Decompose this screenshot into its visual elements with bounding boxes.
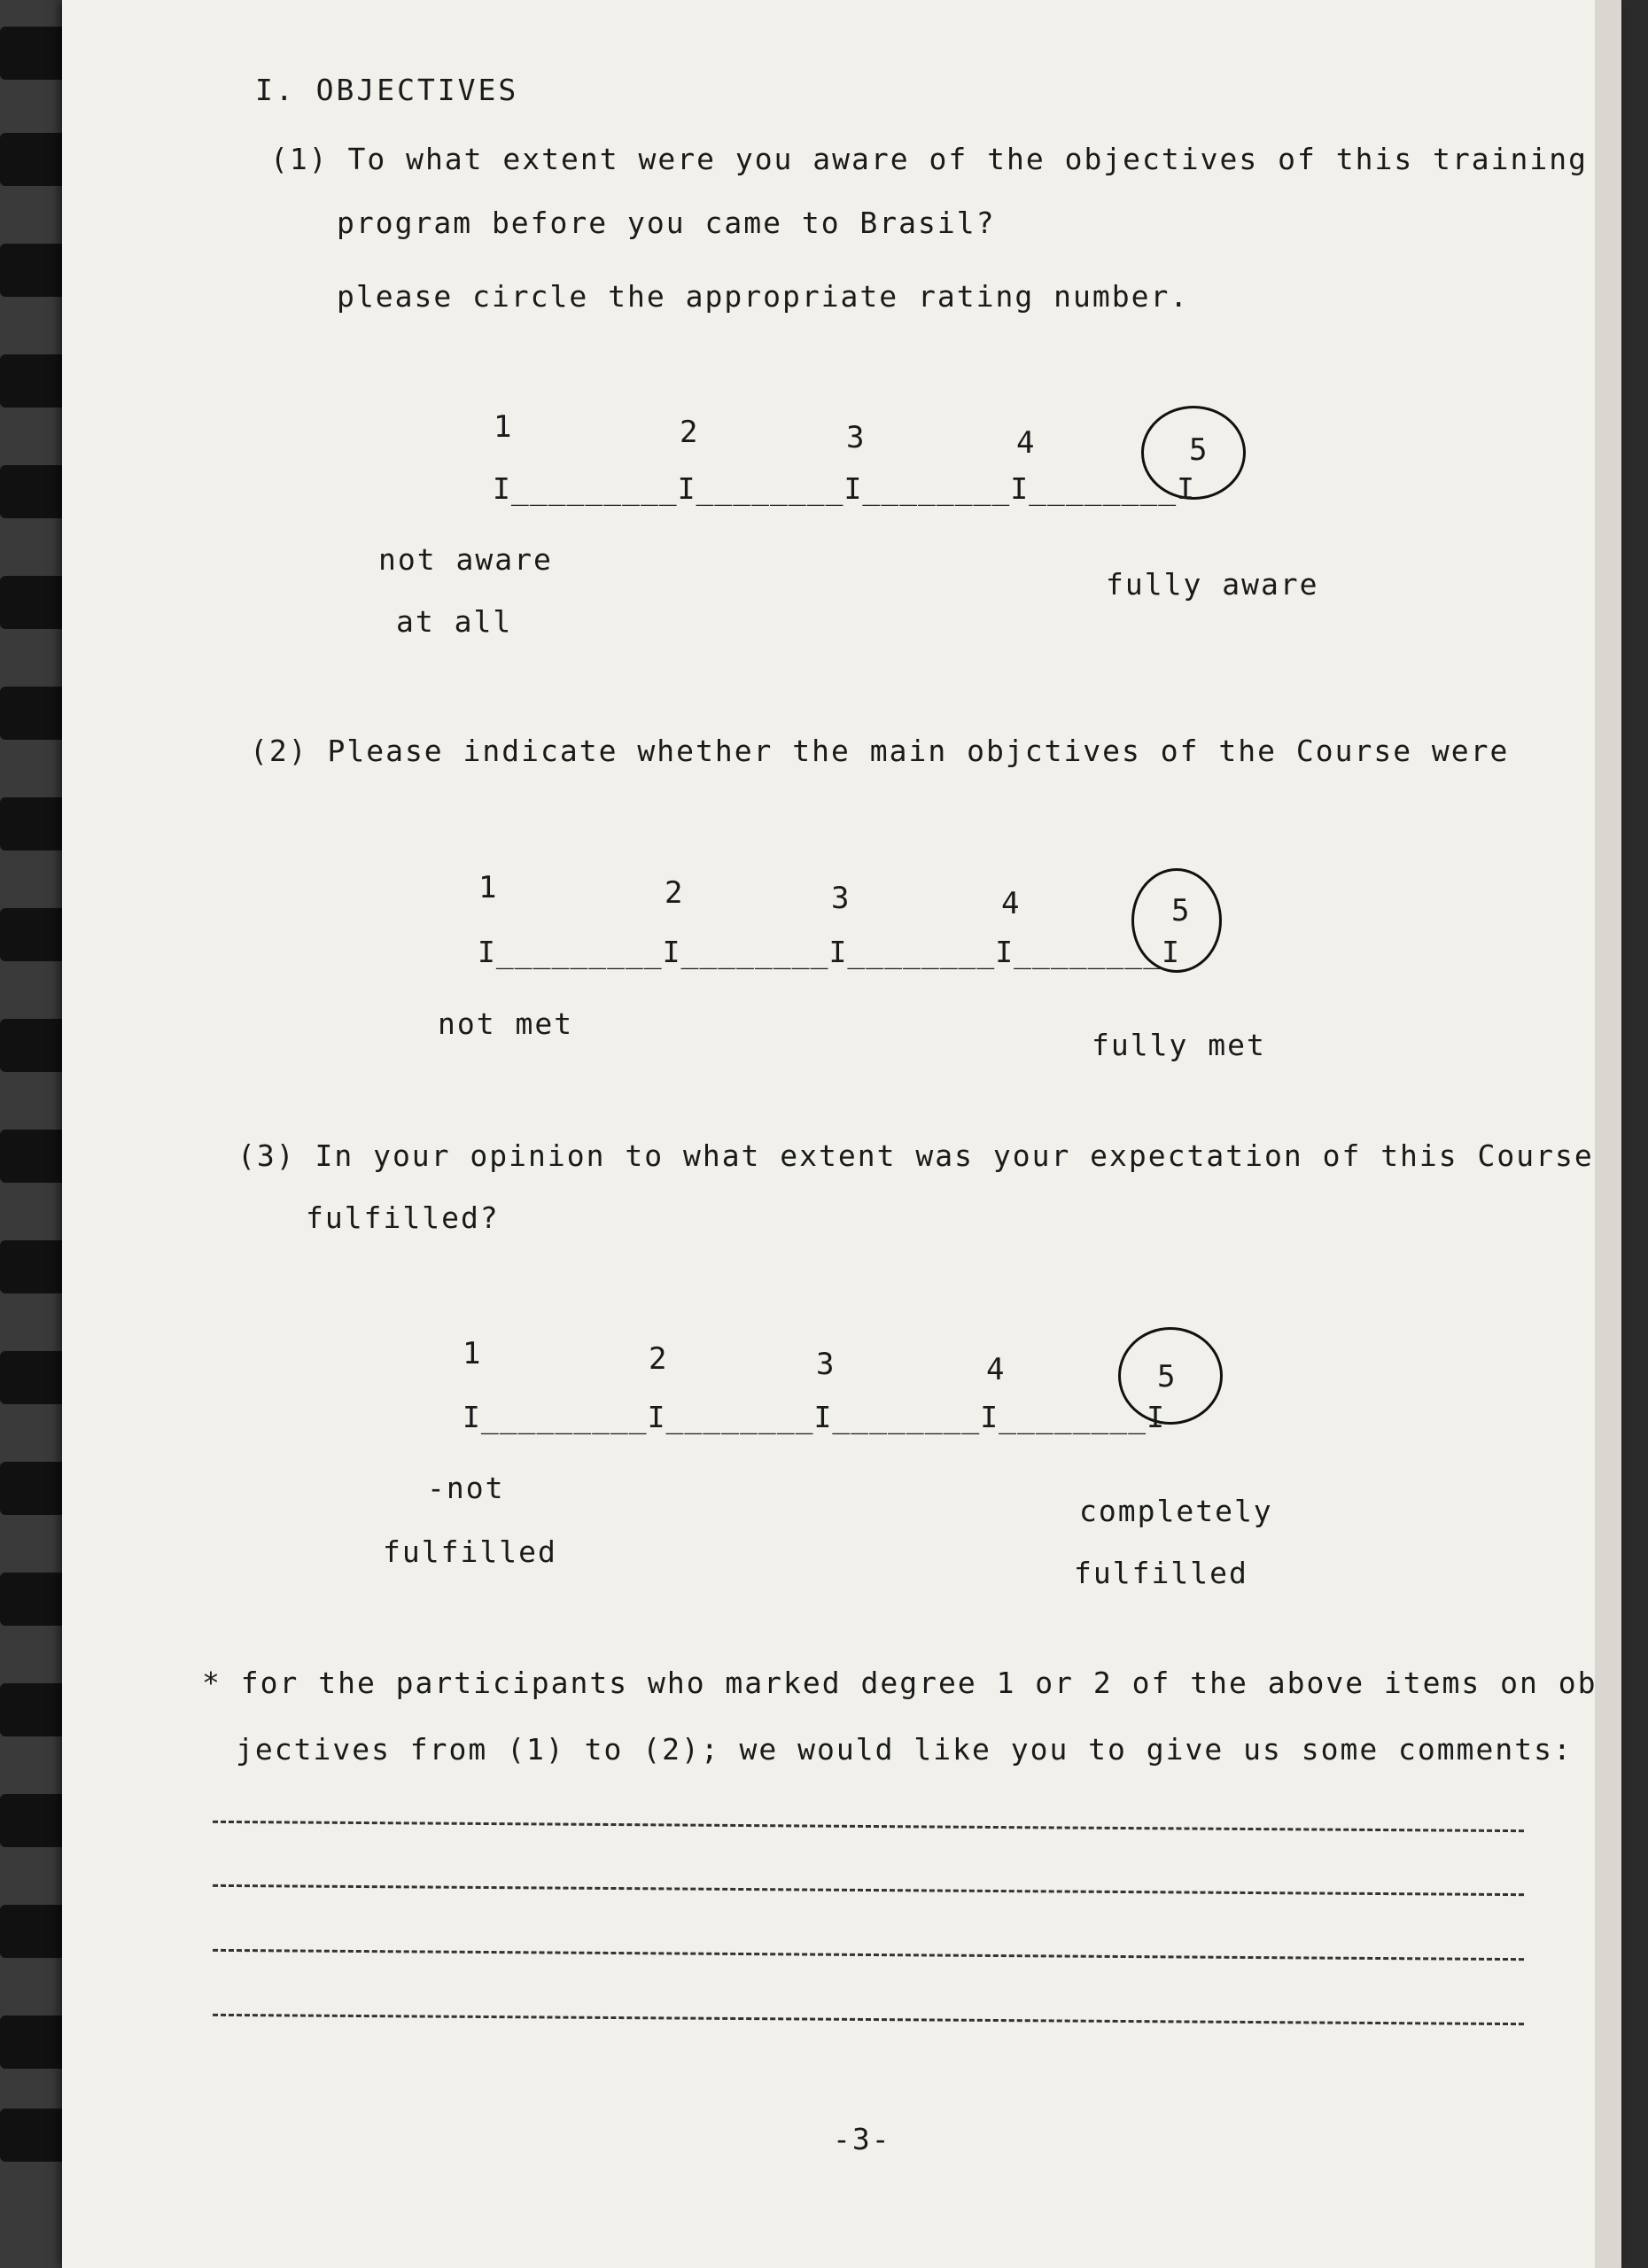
comment-line-1[interactable] [213,1821,1524,1832]
q1-low-label-line2: at all [396,604,513,639]
q1-rating-4[interactable]: 4 [1016,425,1035,461]
q2-high-label: fully met [1092,1028,1266,1062]
q3-low-label-line1: -not [427,1471,505,1505]
q3-rating-4[interactable]: 4 [986,1352,1005,1387]
comment-prompt-line2: jectives from (1) to (2); we would like you to give us some comments: [236,1732,1573,1767]
q1-rating-3[interactable]: 3 [846,420,865,455]
page-edge [1595,0,1621,2268]
q3-rating-2[interactable]: 2 [649,1341,667,1377]
q1-rating-scale: I_________I________I________I________I [493,471,1195,506]
page-number: -3- [833,2122,891,2156]
comment-prompt-line1: * for the participants who marked degree 1 or 2 of the above items on ob [202,1666,1597,1700]
q1-text-line1: (1) To what extent were you aware of the objectives of this training [270,142,1589,176]
q3-rating-1[interactable]: 1 [463,1336,481,1371]
q3-high-label-line2: fulfilled [1074,1556,1248,1590]
comment-line-3[interactable] [213,1949,1524,1961]
q1-rating-1[interactable]: 1 [494,409,512,445]
q3-text-line2: fulfilled? [306,1200,500,1235]
document-page [62,0,1621,2268]
q1-text-line3: please circle the appropriate rating number. [337,279,1190,314]
q1-high-label: fully aware [1106,567,1319,602]
q1-rating-2[interactable]: 2 [680,415,698,450]
q2-rating-2[interactable]: 2 [665,875,683,911]
q1-text-line2: program before you came to Brasil? [337,206,996,240]
q2-low-label: not met [438,1006,574,1041]
q1-low-label-line1: not aware [378,542,553,577]
q3-rating-5[interactable]: 5 [1157,1359,1176,1394]
q2-rating-5[interactable]: 5 [1171,893,1190,928]
q3-high-label-line1: completely [1079,1494,1273,1528]
q2-rating-4[interactable]: 4 [1001,886,1020,921]
q2-rating-scale: I_________I________I________I________I [478,935,1180,969]
comment-line-2[interactable] [213,1884,1524,1896]
q3-text-line1: (3) In your opinion to what extent was your expectation of this Course [237,1138,1594,1173]
section-heading: I. OBJECTIVES [255,73,519,107]
q2-text-line1: (2) Please indicate whether the main objctives of the Course were [250,734,1510,768]
q3-rating-3[interactable]: 3 [816,1347,835,1382]
q1-rating-5[interactable]: 5 [1189,432,1208,468]
q2-rating-1[interactable]: 1 [478,870,497,905]
q2-rating-3[interactable]: 3 [831,881,850,916]
q3-low-label-line2: fulfilled [383,1534,557,1569]
q3-rating-scale: I_________I________I________I________I [463,1400,1165,1434]
comment-line-4[interactable] [213,2014,1524,2025]
